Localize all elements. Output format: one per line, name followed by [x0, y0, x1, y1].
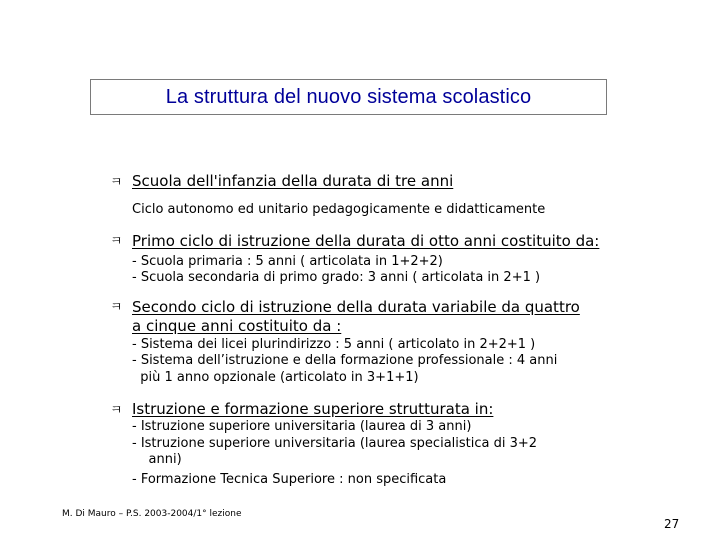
- bullet-icon: ㅋ: [110, 300, 123, 315]
- item-detail: - Formazione Tecnica Superiore : non specificata: [132, 472, 447, 487]
- item-detail: - Scuola secondaria di primo grado: 3 anni ( articolata in 2+1 ): [132, 270, 541, 285]
- bullet-icon: ㅋ: [110, 234, 123, 249]
- item-detail: - Scuola primaria : 5 anni ( articolata in 1+2+2): [132, 254, 443, 269]
- item-heading: Primo ciclo di istruzione della durata di otto anni costituito da:: [132, 232, 600, 250]
- item-detail: - Istruzione superiore universitaria (laurea di 3 anni): [132, 419, 472, 434]
- item-heading: Secondo ciclo di istruzione della durata variabile da quattro: [132, 298, 580, 316]
- item-detail: Ciclo autonomo ed unitario pedagogicamente e didatticamente: [132, 202, 546, 217]
- item-heading: Istruzione e formazione superiore strutturata in:: [132, 400, 494, 418]
- item-detail: più 1 anno opzionale (articolato in 3+1+1): [132, 370, 419, 385]
- item-heading-continued: a cinque anni costituito da :: [132, 317, 342, 335]
- bullet-icon: ㅋ: [110, 175, 123, 190]
- page-number: 27: [664, 517, 680, 531]
- item-detail: - Istruzione superiore universitaria (laurea specialistica di 3+2: [132, 436, 538, 451]
- footer-author: M. Di Mauro – P.S. 2003-2004/1° lezione: [62, 509, 242, 519]
- item-detail: anni): [132, 452, 182, 467]
- title-box: [90, 79, 607, 115]
- bullet-icon: ㅋ: [110, 403, 123, 418]
- item-heading: Scuola dell'infanzia della durata di tre anni: [132, 172, 454, 190]
- item-detail: - Sistema dell’istruzione e della formazione professionale : 4 anni: [132, 353, 558, 368]
- item-detail: - Sistema dei licei plurindirizzo : 5 anni ( articolato in 2+2+1 ): [132, 337, 536, 352]
- slide-title: La struttura del nuovo sistema scolastico: [165, 85, 532, 108]
